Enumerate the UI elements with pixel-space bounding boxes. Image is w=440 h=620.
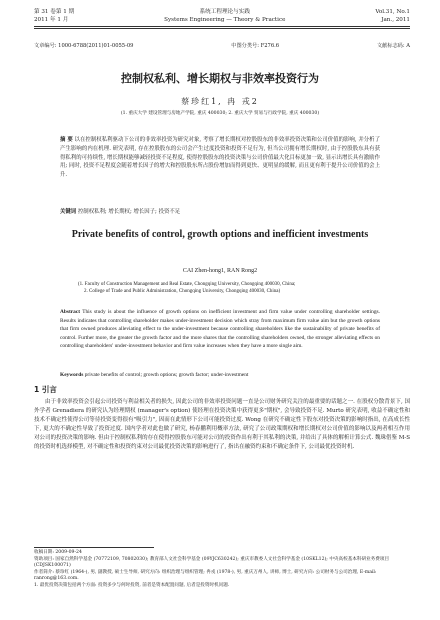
- affiliation-english: [78, 281, 368, 295]
- classification-number: 中图分类号: F276.6: [231, 43, 280, 49]
- introduction-paragraph: 由于非效率投资会引起公司投资与利益相关者的损失, 因此公司的非效率投资问题一直是公司财务研究关注的最重要的话题之一. 在股权分散背景下, 国外学者 Grenadiera 的研究认为经理期权 (manager's option) 使经理在投资决策中获得更多"期权", 会导致投资不足. Murto 研究表明, 收益不确定性和技术不确定性使得公司等待投资变得很有"吸引力", 因而在此情形下公司可能投资过度. Wong 在研究不确定性下股东对投资决策的影响时指出, 在高成长性下, 更大的不确定性导致了投资过度. 国内学者对此也做了研究, 杨春鹏利用概率方法, 研究了公司政策期权和增长期权对公司价值的影响以及两者相互作用对公司的投资决策的影响. 但由于控制权私利的存在使得控股股东可能对公司的投资作出有利于其私利的决策, 并给出了具体的解析计算公式. 魏珠借鉴 M-S 的投资时机选择模型, 对不确定性和投资约束对公司最优投资决策的影响进行了, 指出在融资约束和不确定条件下, 公司最优投资时机.: [34, 399, 410, 450]
- authors-english: CAI Zhen-hong1, RAN Rong2: [182, 268, 258, 274]
- keywords-text-en: private benefits of control; growth options; growth factor; under-investment: [84, 372, 249, 378]
- article-number: 文章编号: 1000-6788(2011)01-0055-09: [34, 43, 134, 49]
- abstract-text-cn: 以在控制权私利驱动下公司的非效率投资为研究对象, 考察了增长期权对控股股东的非效率投资决策和公司价值的影响, 并分析了产生影响的内在机理. 研究表明, 存在控股股东的公司会产生过度投资和投资不足行为, 但当公司拥有增长期权时, 由于控股股东具有获得私利的可持续性, 增长期权能够减轻投资不足程度, 使得控股股东的投资决策与公司价值最大化目标更加一致, 显示出增长具有激励作用; 同时, 投资不足程度会随着增长因子的增大和控股股东所占股份增加而得到更快、更明显的缓解, 而且更有利于提升公司价值的会上升.: [60, 137, 381, 179]
- affiliation-chinese: (1. 重庆大学 建设管理与房地产学院, 重庆 400030; 2. 重庆大学 贸易与行政学院, 重庆 400030): [120, 111, 320, 116]
- keywords-label-en: Keywords: [60, 372, 84, 378]
- journal-title-cn: 系统工程理论与实践: [199, 9, 250, 15]
- affiliation-line: (1. Faculty of Construction Management and Real Estate, Chongqing University, Chongqing 400030, China;: [78, 282, 296, 287]
- keywords-text-cn: 控制权私利; 增长期权; 增长因子; 投资不足: [77, 209, 181, 215]
- abstract-label-en: Abstract: [60, 309, 81, 315]
- issue-label: 第 31 卷第 1 期: [34, 9, 75, 15]
- author-bio: 作者简介: 蔡珍红 (1964-), 男, 副教授, 硕士生导师, 研究方向: 组织治理与组织管理; 冉戎 (1978-), 男, 重庆万州人, 讲师, 博士, 研究方向: 公司财务与公司治理, E-mail: ranrong@163.com.: [34, 569, 377, 582]
- date-label-cn: 2011 年 1 月: [34, 17, 69, 23]
- funding-note: 资助项目: 国家自然科学基金 (70772109, 70802030); 教育部人文社会科学基金 (09YJC630242); 重庆市教委人文社会科学基金 (10SKL12); 中央高校基本科研业务费项目 (CDJSK100071): [34, 556, 390, 569]
- title-chinese: 控制权私利、增长期权与非效率投资行为: [121, 72, 319, 85]
- authors-chinese: 蔡珍红1, 冉 戎2: [181, 97, 259, 106]
- header-rule-top: [34, 26, 410, 27]
- volume-label: Vol.31, No.1: [375, 9, 410, 15]
- footnote-rule: [34, 547, 154, 548]
- abstract-label-cn: 摘 要: [60, 137, 73, 143]
- header-rule-bottom: [34, 28, 410, 29]
- title-english: Private benefits of control, growth options and inefficient investments: [71, 229, 369, 240]
- document-code: 文献标志码: A: [376, 43, 410, 49]
- date-label-en: Jan., 2011: [381, 17, 410, 23]
- abstract-text-en: This study is about the influence of growth options on inefficient investment and firm value under controlling shareholder settings. Results indicates that controlling shareholder makes under-investment decision which stray from maximum firm value aim but the growth options that firm owned produces alleviating effect to the under-investment because controlling shareholders like the sustainability of private benefits of control. Further more, the greater the growth factor and the more shares that the controlling shareholders owned, the stronger alleviating effects on controlling shareholders' under-investment behavior and firm value increases when they have a more single aim.: [60, 309, 380, 350]
- running-header: [34, 8, 410, 24]
- article-meta: [34, 42, 410, 49]
- received-date: 收稿日期: 2009-09-24: [34, 550, 82, 555]
- footnotes: [34, 550, 410, 590]
- footnote-1: 1. 最优投资决策包括两个方面: 投资多少与何时投资, 前者是资本配置问题, 后者是投资时机问题.: [34, 582, 230, 588]
- keywords-english: [60, 372, 380, 378]
- affiliation-line: 2. College of Trade and Public Administration, Chongqing University, Chongqing 400030, China): [84, 289, 281, 294]
- journal-title-en: Systems Engineering — Theory & Practice: [164, 17, 286, 23]
- abstract-chinese: [60, 136, 380, 180]
- abstract-english: [60, 308, 380, 351]
- keywords-chinese: [60, 207, 380, 215]
- keywords-label-cn: 关键词: [60, 209, 77, 215]
- section-heading-introduction: 1 引言: [34, 385, 57, 394]
